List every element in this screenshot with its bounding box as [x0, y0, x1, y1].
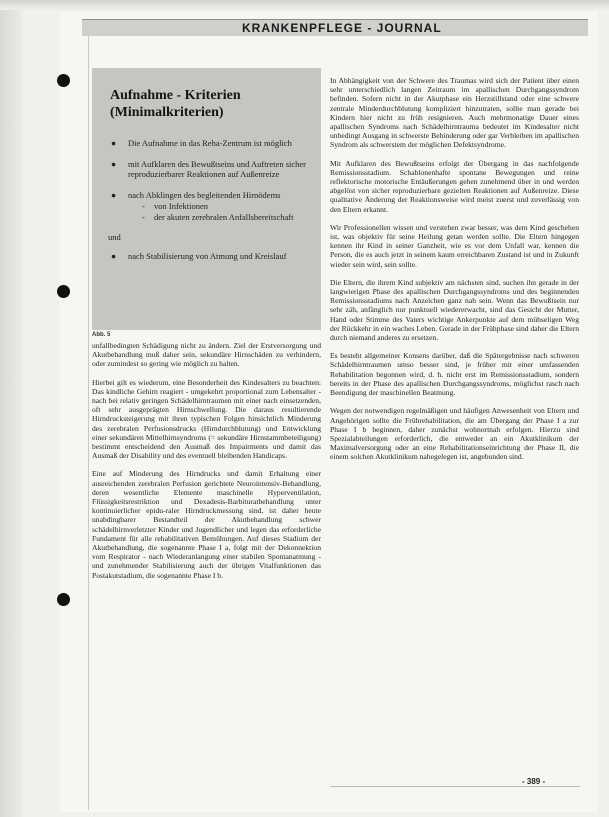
bullet-icon: ●: [111, 189, 117, 200]
criteria-text: nach Abklingen des begleitenden Hirnödems: [128, 189, 281, 200]
paragraph: Wegen der notwendigen regelmäßigen und häufigen Anwesenheit von Eltern und Angehörigen sollte die Frührehabilitation, die am Übergang der Phase I a zur Phase I b beginnen, daher zunächst wohnortnah erfolgen. Hierzu sind Spezialabteilungen erforderlich, die entweder an ein Akutklinikum der Maximalversorgung oder an eine Rehabilitationseinrichtung der Phase II, die einem solchen Akutklinikum nahegelegen ist, angebunden sind.: [330, 406, 579, 462]
punch-hole: [57, 285, 70, 298]
bullet-icon: ●: [111, 250, 117, 261]
figure-label: Abb. 5: [92, 332, 111, 338]
criteria-title-line1: Aufnahme - Kriterien: [110, 88, 241, 103]
margin-rule: [88, 36, 89, 810]
criteria-title: [110, 87, 310, 121]
criteria-item: [108, 251, 318, 262]
criteria-list: [108, 138, 318, 271]
paragraph: Mit Aufklaren des Bewußtseins erfolgt der Übergang in das nachfolgende Remissionsstadium. Schablonenhafte spontane Bewegungen und reine reflektorische motorische Entäußerungen gehen zunehmend über in und werden abgelöst von sicher reproduzierbare gezielten Reaktionen auf Außenreize. Diese qualitative Änderung der Reaktionsweise wird meist zuerst und zuverlässig von den Eltern erkannt.: [330, 158, 579, 214]
bullet-icon: ●: [111, 138, 117, 148]
paragraph: Hierbei gilt es wiederum, eine Besonderheit des Kindesalters zu beachten: Das kindliche Gehirn reagiert - umgekehrt proportional zum Lebensalter - nach bei relativ geringen Schädelhirntraumen mit einer nach einsetzenden, oft sehr ausgeprägten Hirnschwellung. Die daraus resultierende Hirndrucksteigerung mit ihren typischen Folgen hinsichtlich Minderung des zerebralen Perfusionsdrucks (Hirndurchblutung) und Entwicklung einer sekundären Mittelhirnsyndroms (= sekundäre Hirnstammbeteiligung) bestimmt entscheidend den Ausmaß des Impairments und damit das Ausmaß der Disability und des eventuell bleibenden Handicaps.: [92, 377, 321, 461]
paragraph: Die Eltern, die ihrem Kind subjektiv am nächsten sind, suchen ihn gerade in der langwierigen Phase des apallischen Durchgangssyndroms und des beginnenden Remissionsstadiums nach Anzeichen ganz nah sein. Wenn das Bewußtsein nur sehr zäh, anfänglich nur punktuell wiedererwacht, sind das Gesicht der Mutter, Hand oder Stimme des Vaters wichtige Ankerpunkte auf dem mühseligen Weg der Rückkehr in ein waches Leben. Gerade in der Frühphase sind daher die Eltern durch niemand anderes zu ersetzen.: [330, 277, 579, 343]
journal-header: [82, 19, 588, 36]
paragraph: Wir Professionellen wissen und verstehen zwar besser, was dem Kind geschehen ist, was objektiv für seine Heilung getan werden sollte. Die Eltern hingegen kennen ihr Kind in seiner Ganzheit, wie es vor dem Unfall war, kennen die Person, die es auch jetzt in seinem kaum erreichbaren Zustand ist und in Zukunft wieder sein wird, sein sollte.: [330, 222, 579, 269]
criteria-title-line2: (Minimalkriterien): [110, 105, 224, 120]
criteria-conjunction: und: [108, 232, 121, 242]
punch-hole: [57, 593, 70, 606]
criteria-subtext: der akuten zerebralen Anfallsbereitschaft: [154, 211, 294, 222]
criteria-sublist: [128, 201, 318, 222]
scan-edge: [0, 0, 22, 817]
criteria-item: [108, 190, 318, 223]
dash-icon: -: [142, 211, 145, 222]
dash-icon: -: [142, 201, 145, 211]
criteria-text: Die Aufnahme in das Reha-Zentrum ist möglich: [128, 138, 292, 148]
paragraph: Es besteht allgemeiner Konsens darüber, daß die Spätergebnisse nach schweren Schädelhirntraumen umso besser sind, je früher mit einer umfassenden Rehabilitation begonnen wird, d. h. nicht erst im Remissionsstadium, sondern bereits in der Phase des apallischen Durchgangssyndroms, möglichst rasch nach Beendigung der maschinellen Beatmung.: [330, 351, 579, 398]
paragraph: unfallbedingten Schädigung nicht zu ändern. Ziel der Erstversorgung und Akutbehandlung muß daher sein, sekundäre Hirnschäden zu verhindern, oder zumindest so gering wie möglich zu halten.: [92, 341, 321, 369]
bullet-icon: ●: [111, 158, 117, 169]
paragraph: Eine auf Minderung des Hirndrucks und damit Erhaltung einer ausreichenden zerebralen Perfusion gerichtete Neurointensiv-Behandlung, deren wesentliche Elemente maschinelle Hyperventilation, Flüssigkeitsrestriktion und Dexadesis-Barbituratbehandlung unter kontinuierlicher epidu-raler Hirndruckmessung sind, ist daher heute unabdingbarer Bestandteil der Akutbehandlung schwer schädelhirnverletzter Kinder und Jugendlicher und legen das erforderliche Fundament für alle rehabilitativen Bemühungen. Auf dieses Stadium der Akutbehandlung, die sogenannte Phase I a, folgt mit der Dekonnektion vom Respirator - nach Wiederanlangung einer stabilen Spontanatmung - und zunehmender Stabilisierung auch der übrigen Vitalfunktionen das Postakutstadium, die sogenannte Phase I b.: [92, 469, 321, 580]
footer-rule: [330, 786, 580, 787]
criteria-item: [108, 159, 318, 180]
criteria-text: mit Aufklaren des Bewußtseins und Auftreten sicher reproduzierbarer Reaktionen auf Außenreize: [128, 158, 306, 179]
punch-hole: [57, 74, 70, 87]
left-column: [92, 341, 321, 589]
criteria-item: [108, 138, 318, 149]
page-number: - 389 -: [522, 777, 546, 786]
criteria-subitem: [142, 201, 318, 212]
criteria-subitem: [142, 212, 318, 223]
scan-edge-top: [0, 0, 609, 10]
criteria-subtext: von Infektionen: [154, 201, 209, 211]
journal-title: KRANKENPFLEGE - JOURNAL: [242, 21, 442, 35]
right-column: [330, 76, 579, 471]
paragraph: In Abhängigkeit von der Schwere des Traumas wird sich der Patient über einen sehr unterschiedlich langen Zeitraum im apallischen Durchgangssyndrom befinden. Sofern nicht in der Akutphase ein Herzstillstand oder eine schwere zentrale Minderdurchblutung kompliziert hinzutraten, sollte man gerade bei Kindern hier nicht zu früh resignieren. Auch mehrmonatige Dauer eines apallischen Syndroms nach Schädelhirntrauma bedeutet im Kindesalter nicht unbedingt Ausgang in schwerste Behinderung oder gar Verbleiben im apallischen Syndrom als schwerstem der möglichen Defektsyndrome.: [330, 76, 579, 150]
criteria-text: nach Stabilisierung von Atmung und Kreislauf: [128, 250, 287, 261]
